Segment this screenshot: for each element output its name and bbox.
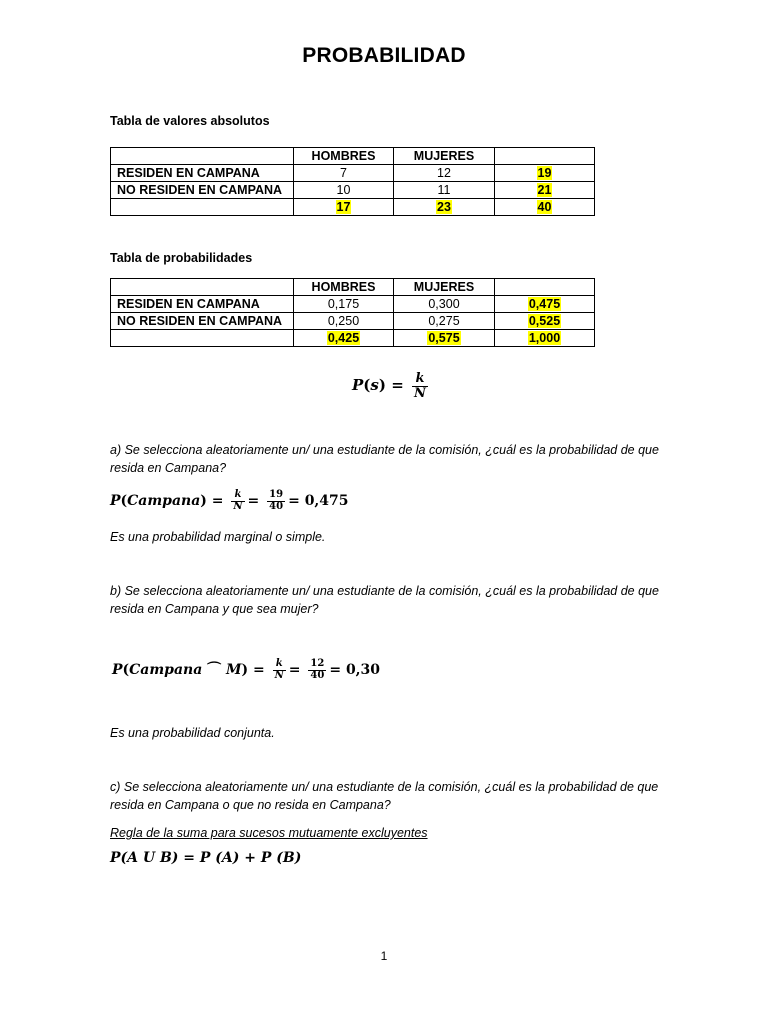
highlighted-total: 21 (537, 183, 552, 197)
sum-rule-heading: Regla de la suma para sucesos mutuamente excluyentes (110, 826, 428, 840)
highlighted-total: 23 (437, 200, 451, 214)
formula-arg: Campana (127, 493, 201, 509)
formula-fraction-kn (231, 490, 244, 512)
row-label (111, 330, 294, 347)
question-b-formula: P(Campana ⌒ M) = $\frac{k}{N}$ = $\frac{12}{40}$ = 0,30 (112, 658, 381, 681)
cell-total (495, 182, 595, 199)
fraction-denominator: 40 (310, 669, 325, 681)
fraction-denominator: 40 (269, 500, 284, 512)
formula-arg: Campana (129, 662, 203, 678)
cell-total (495, 199, 595, 216)
table2-caption: Tabla de probabilidades (110, 251, 253, 265)
question-b-text: b) Se selecciona aleatoriamente un/ una estudiante de la comisión, ¿cuál es la probabilidad de que resida en Campana y que sea mujer? (110, 584, 659, 616)
cell-mujeres: 12 (394, 165, 495, 182)
formula-arg: s (370, 376, 379, 395)
header-total (495, 148, 595, 165)
cell-total (495, 313, 595, 330)
table-row-totals (111, 199, 595, 216)
cell-hombres: 10 (294, 182, 394, 199)
table-row-totals (111, 330, 595, 347)
row-label: NO RESIDEN EN CAMPANA (111, 313, 294, 330)
cell-hombres (294, 199, 394, 216)
header-hombres: HOMBRES (294, 148, 394, 165)
cell-total (495, 330, 595, 347)
cell-hombres (294, 330, 394, 347)
cell-mujeres: 11 (394, 182, 495, 199)
sum-rule-formula: P(A U B) = P (A) + P (B) (110, 850, 302, 866)
formula-fraction-values (267, 490, 285, 512)
probabilities-table (110, 278, 595, 347)
cell-hombres: 0,250 (294, 313, 394, 330)
header-total (495, 279, 595, 296)
fraction-denominator: N (233, 500, 243, 512)
formula-p: P (352, 376, 364, 395)
highlighted-total: 0,475 (528, 297, 561, 311)
highlighted-total: 17 (336, 200, 351, 214)
row-label: RESIDEN EN CAMPANA (111, 165, 294, 182)
table-row (111, 296, 595, 313)
cell-mujeres: 0,300 (394, 296, 495, 313)
formula-fraction-values (308, 659, 326, 681)
cell-mujeres: 0,275 (394, 313, 495, 330)
question-a-formula: P(Campana) = $\frac{k}{N}$ = $\frac{19}{40}$ = 0,475 (110, 489, 349, 512)
header-cell (111, 148, 294, 165)
fraction-denominator: N (414, 385, 426, 401)
cell-total (495, 165, 595, 182)
fraction-numerator: k (231, 490, 244, 502)
probability-formula: P(s) = $\frac{k}{N}$ (352, 371, 426, 401)
formula-p: P (110, 493, 121, 509)
table-row (111, 313, 595, 330)
row-label: NO RESIDEN EN CAMPANA (111, 182, 294, 199)
fraction-numerator: 19 (269, 489, 284, 500)
header-mujeres: MUJERES (394, 279, 495, 296)
formula-arg2: M (226, 662, 242, 678)
intersection-symbol: ⌒ (207, 662, 222, 678)
header-mujeres: MUJERES (394, 148, 495, 165)
question-c-text: c) Se selecciona aleatoriamente un/ una estudiante de la comisión, ¿cuál es la probabilidad de que resida en Campana o que no resida en Campana? (110, 780, 659, 812)
cell-hombres: 0,175 (294, 296, 394, 313)
header-cell (111, 279, 294, 296)
page-number: 1 (380, 949, 388, 963)
formula-equals: = (391, 376, 404, 395)
formula-fraction (412, 372, 428, 400)
fraction-denominator: N (274, 669, 284, 681)
fraction-numerator: 12 (310, 658, 325, 669)
highlighted-total: 0,425 (327, 331, 360, 345)
formula-result: 0,475 (304, 493, 349, 509)
absolute-values-table (110, 147, 595, 216)
cell-mujeres (394, 199, 495, 216)
header-hombres: HOMBRES (294, 279, 394, 296)
formula-fraction-kn (273, 659, 286, 681)
row-label: RESIDEN EN CAMPANA (111, 296, 294, 313)
row-label (111, 199, 294, 216)
table1-caption: Tabla de valores absolutos (110, 114, 270, 128)
highlighted-total: 19 (537, 166, 552, 180)
table-header-row (111, 148, 595, 165)
cell-total (495, 296, 595, 313)
page-title: PROBABILIDAD (302, 44, 466, 67)
highlighted-total: 40 (537, 200, 552, 214)
table-header-row (111, 279, 595, 296)
cell-mujeres (394, 330, 495, 347)
formula-result: 0,30 (345, 662, 381, 678)
highlighted-total: 0,575 (428, 331, 460, 345)
highlighted-total: 1,000 (528, 331, 561, 345)
formula-p: P (112, 662, 123, 678)
question-a-text: a) Se selecciona aleatoriamente un/ una estudiante de la comisión, ¿cuál es la probabilidad de que resida en Campana? (110, 443, 659, 475)
table-row (111, 182, 595, 199)
highlighted-total: 0,525 (528, 314, 561, 328)
question-b-note: Es una probabilidad conjunta. (110, 726, 275, 740)
cell-hombres: 7 (294, 165, 394, 182)
fraction-numerator: k (273, 659, 286, 671)
fraction-numerator: k (412, 372, 428, 387)
question-a-note: Es una probabilidad marginal o simple. (110, 530, 326, 544)
table-row (111, 165, 595, 182)
